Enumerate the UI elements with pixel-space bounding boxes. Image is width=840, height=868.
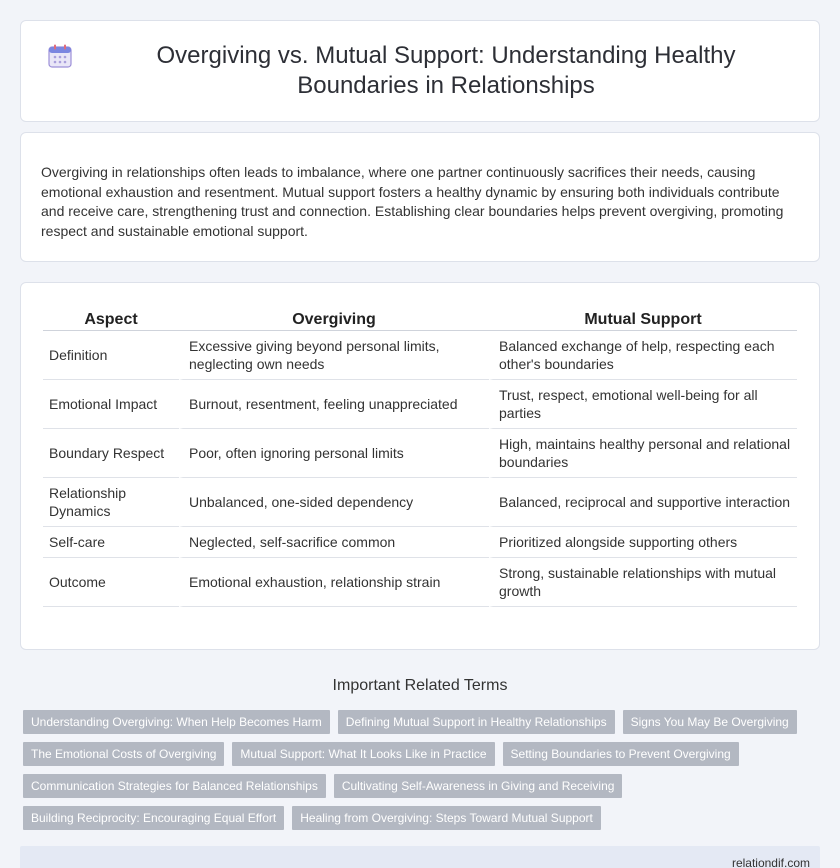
related-terms-title: Important Related Terms [332,677,508,694]
table-cell: Relationship Dynamics [43,478,179,527]
table-cell: Balanced exchange of help, respecting each other's boundaries [489,331,797,380]
table-cell: Trust, respect, emotional well-being for all parties [489,380,797,429]
table-row [43,558,797,607]
header-card [20,20,820,122]
table-cell: Excessive giving beyond personal limits, neglecting own needs [179,331,489,380]
table-row [43,527,797,558]
table-cell: Strong, sustainable relationships with mutual growth [489,558,797,607]
related-term-tag[interactable]: The Emotional Costs of Overgiving [23,742,224,766]
related-term-tag[interactable]: Healing from Overgiving: Steps Toward Mutual Support [292,806,601,830]
related-term-tag[interactable]: Defining Mutual Support in Healthy Relationships [338,710,615,734]
related-term-tag[interactable]: Setting Boundaries to Prevent Overgiving [503,742,739,766]
table-header-row [43,309,797,331]
table-cell: High, maintains healthy personal and relational boundaries [489,429,797,478]
comparison-card [20,282,820,650]
table-cell: Boundary Respect [43,429,179,478]
table-cell: Emotional Impact [43,380,179,429]
comparison-table [43,309,797,607]
related-term-tag[interactable]: Building Reciprocity: Encouraging Equal Effort [23,806,284,830]
related-term-tag[interactable]: Understanding Overgiving: When Help Becomes Harm [23,710,330,734]
table-cell: Prioritized alongside supporting others [489,527,797,558]
table-row [43,429,797,478]
table-row [43,478,797,527]
related-term-tag[interactable]: Mutual Support: What It Looks Like in Practice [232,742,494,766]
table-cell: Unbalanced, one-sided dependency [179,478,489,527]
table-cell: Poor, often ignoring personal limits [179,429,489,478]
calendar-icon [47,43,73,69]
header-overgiving: Overgiving [179,309,489,331]
table-cell: Emotional exhaustion, relationship strain [179,558,489,607]
table-row [43,380,797,429]
table-cell: Burnout, resentment, feeling unappreciated [179,380,489,429]
related-term-tag[interactable]: Signs You May Be Overgiving [623,710,797,734]
footer [20,846,820,868]
header-mutual-support: Mutual Support [489,309,797,331]
page-title: Overgiving vs. Mutual Support: Understanding Healthy Boundaries in Relationships [156,42,736,99]
table-cell: Outcome [43,558,179,607]
related-term-tag[interactable]: Communication Strategies for Balanced Relationships [23,774,326,798]
intro-card [20,132,820,262]
related-terms-list [20,710,820,830]
related-term-tag[interactable]: Cultivating Self-Awareness in Giving and Receiving [334,774,623,798]
table-row [43,331,797,380]
table-cell: Neglected, self-sacrifice common [179,527,489,558]
footer-site-link[interactable]: relationdif.com [731,856,810,868]
table-cell: Definition [43,331,179,380]
intro-text: Overgiving in relationships often leads to imbalance, where one partner continuously sacrifices their needs, causing emotional exhaustion and resentment. Mutual support fosters a healthy dynamic by ensuring both individuals contribute and receive care, strengthening trust and connection. Establishing clear boundaries helps prevent overgiving, promoting respect and sustainable emotional support. [41,164,784,239]
header-aspect: Aspect [43,309,179,331]
table-cell: Balanced, reciprocal and supportive interaction [489,478,797,527]
table-cell: Self-care [43,527,179,558]
